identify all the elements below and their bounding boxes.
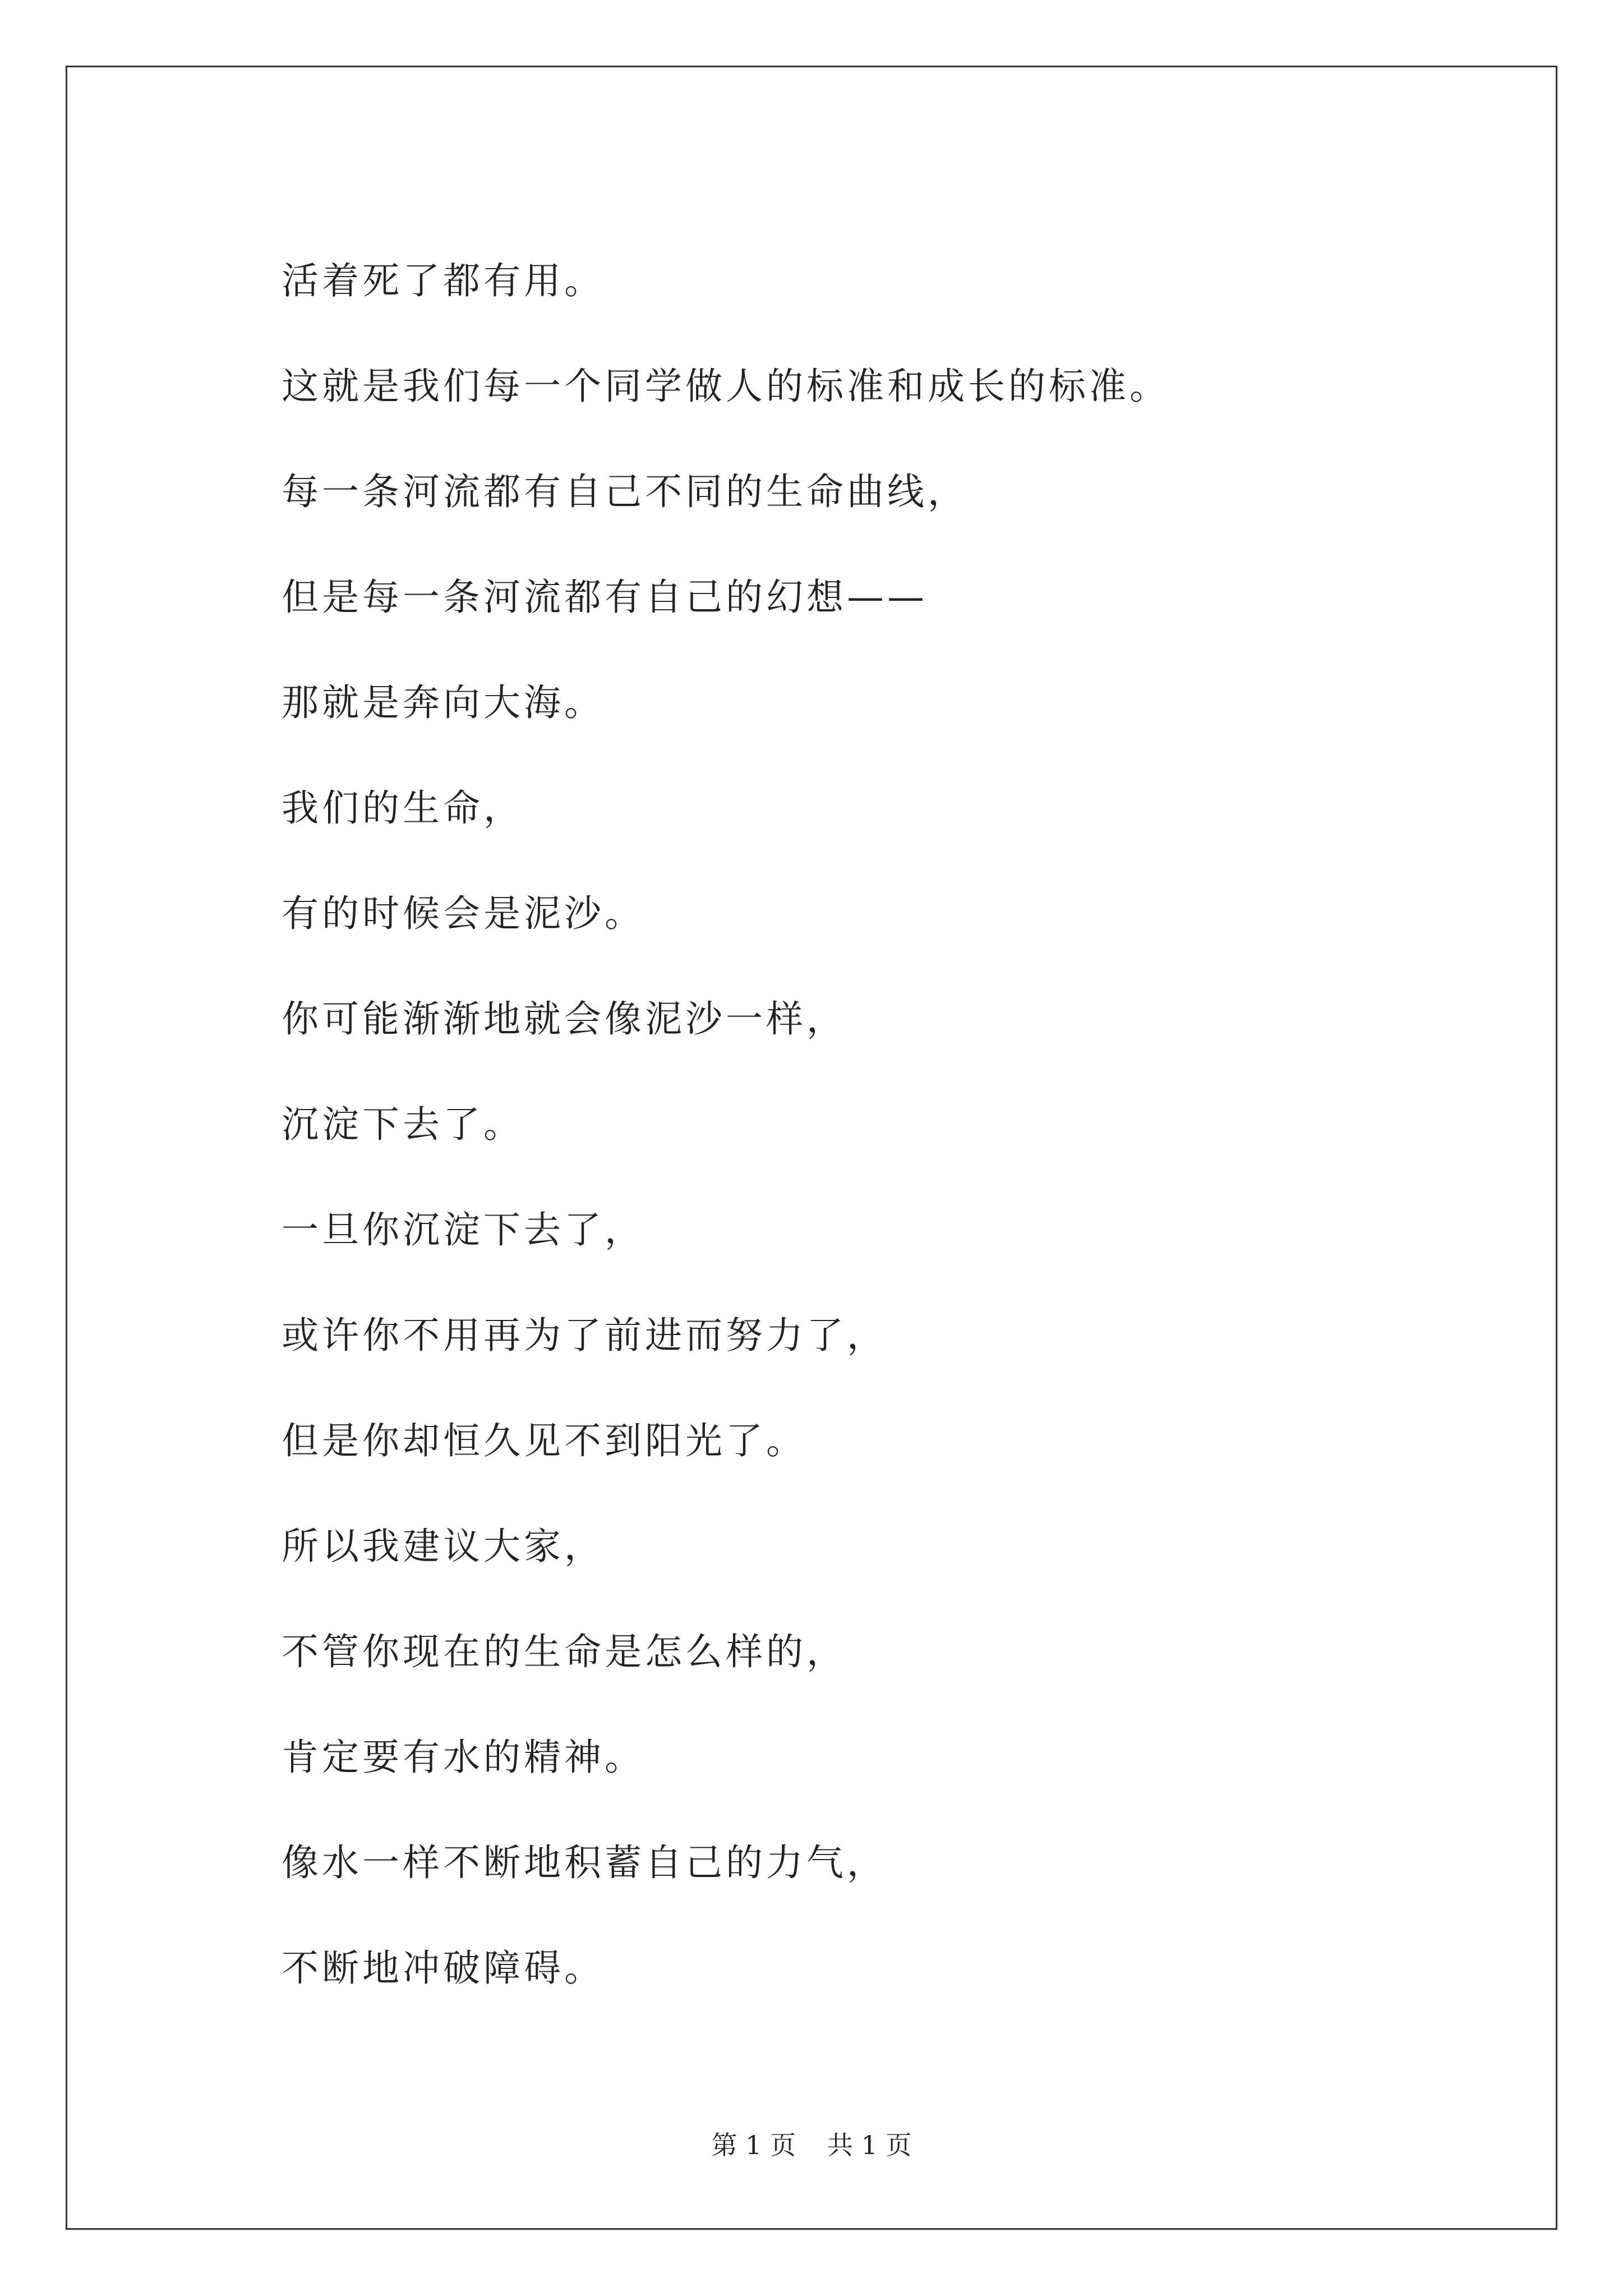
text-line: 活着死了都有用。 xyxy=(282,259,605,302)
document-body xyxy=(282,224,1515,2017)
text-line: 沉淀下去了。 xyxy=(282,1102,524,1146)
text-line: 我们的生命， xyxy=(282,786,524,830)
text-line: 一旦你沉淀下去了， xyxy=(282,1208,645,1251)
text-line: 不断地冲破障碍。 xyxy=(282,1946,605,1990)
text-line: 或许你不用再为了前进而努力了， xyxy=(282,1313,887,1357)
text-line: 肯定要有水的精神。 xyxy=(282,1735,645,1779)
page-total: 共 1 页 xyxy=(827,2130,912,2160)
text-line: 这就是我们每一个同学做人的标准和成长的标准。 xyxy=(282,364,1170,408)
page-number: 第 1 页 xyxy=(711,2130,796,2160)
text-line: 有的时候会是泥沙。 xyxy=(282,891,645,935)
text-line: 但是每一条河流都有自己的幻想—— xyxy=(282,575,928,619)
text-line: 不管你现在的生命是怎么样的， xyxy=(282,1630,847,1673)
page-footer xyxy=(0,2125,1623,2162)
text-line: 那就是奔向大海。 xyxy=(282,680,605,724)
text-line: 所以我建议大家， xyxy=(282,1524,605,1568)
text-line: 像水一样不断地积蓄自己的力气， xyxy=(282,1841,887,1884)
text-line: 你可能渐渐地就会像泥沙一样， xyxy=(282,997,847,1041)
text-line: 每一条河流都有自己不同的生命曲线， xyxy=(282,470,968,513)
text-line: 但是你却恒久见不到阳光了。 xyxy=(282,1419,806,1462)
